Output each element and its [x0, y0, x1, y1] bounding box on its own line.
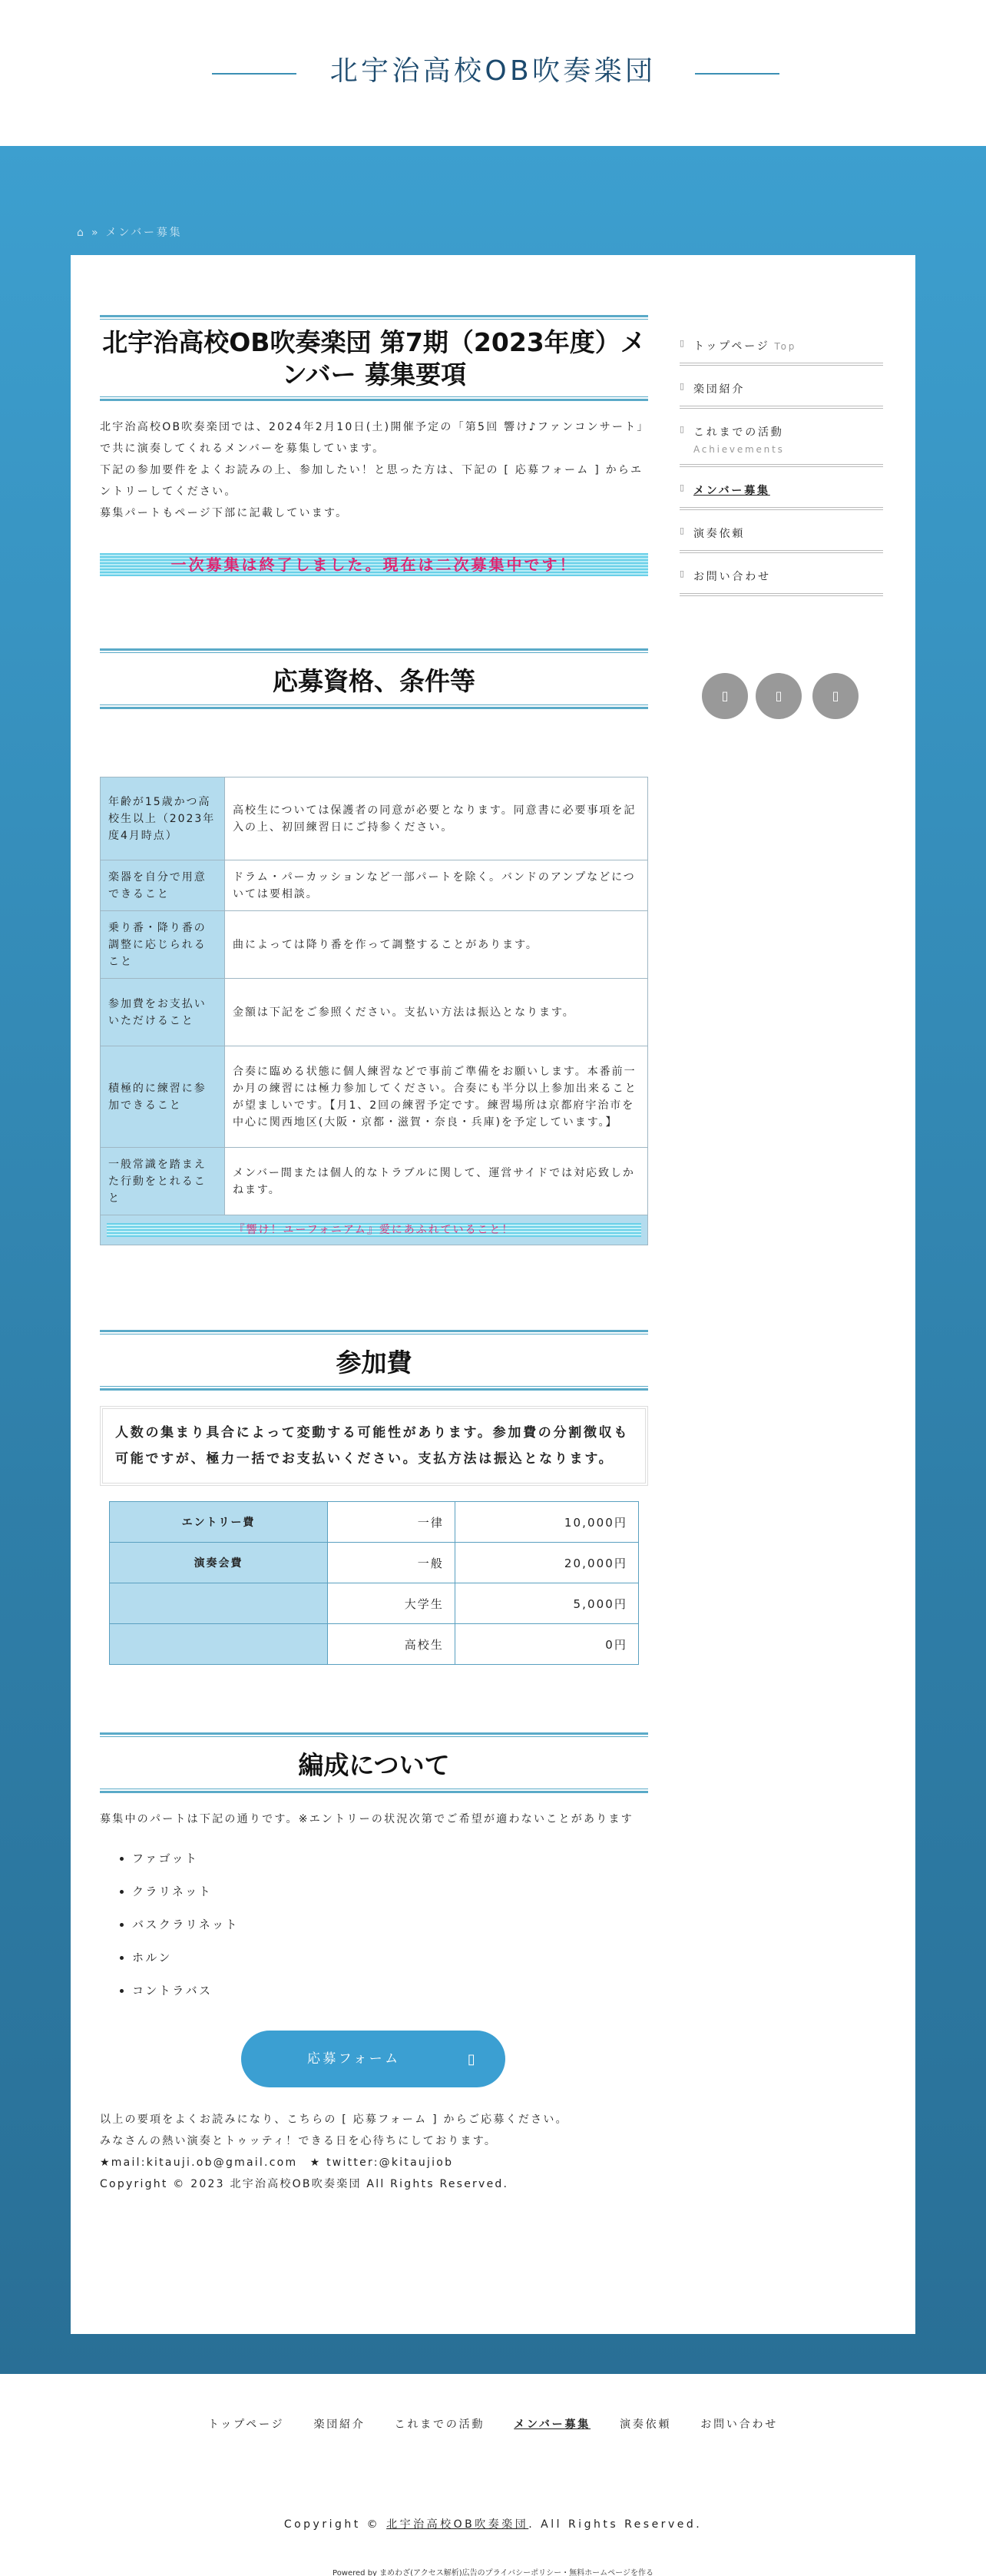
fee-amount: 10,000円 [455, 1502, 639, 1543]
intro-paragraph: 下記の参加要件をよくお読みの上、参加したい！と思った方は、下記の [ 応募フォーム ] からエントリーしてください。 [100, 464, 644, 498]
fee-amount: 20,000円 [455, 1543, 639, 1583]
closing-paragraph: 以上の要項をよくお読みになり、こちらの [ 応募フォーム ] からご応募ください。 [100, 2114, 568, 2126]
content-copyright: Copyright © 2023 北宇治高校OB吹奏楽団 All Rights Reserved. [100, 2178, 509, 2190]
site-title[interactable]: 北宇治高校OB吹奏楽団 [329, 55, 657, 87]
requirement-key: 参加費をお支払いいただけること [101, 979, 225, 1046]
fee-note: 人数の集まり具合によって変動する可能性があります。参加費の分割徴収も可能ですが、極力一括でお支払いください。支払方法は振込となります。 [100, 1406, 648, 1486]
footer-link-recruit[interactable]: メンバー募集 [514, 2419, 591, 2431]
sidebar-nav [680, 330, 883, 604]
footer-copyright: Copyright © 北宇治高校OB吹奏楽団. All Rights Reserved. [283, 2518, 703, 2531]
twitter-icon[interactable]: ▯ [702, 673, 748, 719]
title-rule-right [695, 73, 779, 75]
apply-form-button[interactable] [241, 2031, 505, 2087]
mail-icon[interactable]: ▯ [756, 673, 802, 719]
list-item: • ファゴット [132, 1850, 648, 1883]
requirement-value: 合奏に臨める状態に個人練習などで事前ご準備をお願いします。本番前一か月の練習には極力参加してください。合奏にも半分以上参加出来ることが望ましいです。【月1、2回の練習予定です。練習場所は京都府宇治市を中心に関西地区(大阪・京都・滋賀・奈良・兵庫)を予定しています。】 [225, 1046, 648, 1148]
main-content [100, 315, 648, 2195]
fee-table [109, 1501, 639, 1665]
sidebar-item-recruit[interactable]: ▯ メンバー募集 [680, 475, 883, 510]
footer-link-top[interactable]: トップページ [207, 2419, 285, 2431]
requirements-table [100, 777, 648, 1245]
footer-nav [0, 2416, 986, 2432]
table-row [101, 911, 648, 979]
fee-category [110, 1624, 328, 1665]
share-icon[interactable]: ▯ [812, 673, 859, 719]
requirements-footer-text: 『響け！ユーフォニアム』愛にあふれていること！ [107, 1223, 641, 1237]
breadcrumb [77, 224, 182, 240]
fee-type: 一般 [328, 1543, 455, 1583]
intro-paragraph: 募集パートもページ下部に記載しています。 [100, 507, 349, 519]
table-row [110, 1543, 639, 1583]
fee-category: 演奏会費 [110, 1543, 328, 1583]
sidebar-item-contact[interactable]: ▯ お問い合わせ [680, 561, 883, 596]
list-item: • クラリネット [132, 1883, 648, 1916]
footer-home-link[interactable]: 北宇治高校OB吹奏楽団 [386, 2518, 529, 2531]
requirement-key: 一般常識を踏まえた行動をとれること [101, 1148, 225, 1215]
table-row [101, 860, 648, 911]
requirement-key: 楽器を自分で用意できること [101, 860, 225, 911]
requirement-key: 乗り番・降り番の調整に応じられること [101, 911, 225, 979]
table-row [101, 1215, 648, 1245]
fee-type: 高校生 [328, 1624, 455, 1665]
table-row [101, 1148, 648, 1215]
list-item: • コントラバス [132, 1982, 648, 2015]
breadcrumb-current: メンバー募集 [105, 227, 183, 239]
page-title: 北宇治高校OB吹奏楽団 第7期（2023年度）メンバー 募集要項 [100, 315, 648, 401]
fee-amount: 0円 [455, 1624, 639, 1665]
fee-amount: 5,000円 [455, 1583, 639, 1624]
sidebar-item-about[interactable]: ▯ 楽団紹介 [680, 373, 883, 409]
intro-paragraph: 北宇治高校OB吹奏楽団では、2024年2月10日(土)開催予定の「第5回 響け♪ファンコンサート」で共に演奏してくれるメンバーを募集しています。 [100, 421, 644, 455]
powered-by[interactable]: Powered by まめわざ(アクセス解析)広告のプライバシーポリシー・無料ホームページを作る [333, 2569, 653, 2576]
requirements-footer [101, 1215, 648, 1245]
table-row [101, 1046, 648, 1148]
section-heading-fee: 参加費 [100, 1330, 648, 1391]
fee-category: エントリー費 [110, 1502, 328, 1543]
parts-intro: 募集中のパートは下記の通りです。※エントリーの状況次第でご希望が適わないことがあります [100, 1813, 634, 1825]
footer-link-performance-request[interactable]: 演奏依頼 [620, 2419, 672, 2431]
requirement-key: 年齢が15歳かつ高校生以上（2023年度4月時点） [101, 777, 225, 860]
parts-list [132, 1850, 648, 2015]
requirement-value: 高校生については保護者の同意が必要となります。同意書に必要事項を記入の上、初回練習日にご持参ください。 [225, 777, 648, 860]
requirement-key: 積極的に練習に参加できること [101, 1046, 225, 1148]
section-heading-requirements: 応募資格、条件等 [100, 648, 648, 709]
list-item: • ホルン [132, 1949, 648, 1982]
recruitment-notice: 一次募集は終了しました。現在は二次募集中です！ [100, 553, 648, 576]
footer-link-achievements[interactable]: これまでの活動 [394, 2419, 485, 2431]
home-icon[interactable]: ⌂ [77, 227, 86, 239]
requirement-value: 曲によっては降り番を作って調整することがあります。 [225, 911, 648, 979]
requirement-value: メンバー間または個人的なトラブルに関して、運営サイドでは対応致しかねます。 [225, 1148, 648, 1215]
table-row [110, 1583, 639, 1624]
external-link-icon: ▯ [467, 2051, 478, 2067]
fee-category [110, 1583, 328, 1624]
table-row [110, 1502, 639, 1543]
contact-line: ★mail:kitauji.ob@gmail.com ★ twitter:@kitaujiob [100, 2157, 454, 2169]
closing-paragraph: みなさんの熱い演奏とトゥッティ！できる日を心待ちにしております。 [100, 2135, 498, 2147]
table-row [101, 979, 648, 1046]
site-header [0, 0, 986, 146]
requirement-value: 金額は下記をご参照ください。支払い方法は振込となります。 [225, 979, 648, 1046]
footer-link-contact[interactable]: お問い合わせ [700, 2419, 779, 2431]
sidebar-item-top[interactable]: ▯ トップページ Top [680, 330, 883, 366]
sidebar-item-achievements[interactable]: ▯ これまでの活動 Achievements [680, 416, 883, 467]
fee-type: 一律 [328, 1502, 455, 1543]
table-row [101, 777, 648, 860]
section-heading-parts: 編成について [100, 1732, 648, 1793]
apply-form-label: 応募フォーム [307, 2051, 401, 2066]
fee-type: 大学生 [328, 1583, 455, 1624]
sidebar-item-performance-request[interactable]: ▯ 演奏依頼 [680, 518, 883, 553]
requirement-value: ドラム・パーカッションなど一部パートを除く。バンドのアンプなどについては要相談。 [225, 860, 648, 911]
breadcrumb-separator: » [91, 227, 101, 239]
list-item: • バスクラリネット [132, 1916, 648, 1949]
table-row [110, 1624, 639, 1665]
footer-link-about[interactable]: 楽団紹介 [313, 2419, 366, 2431]
